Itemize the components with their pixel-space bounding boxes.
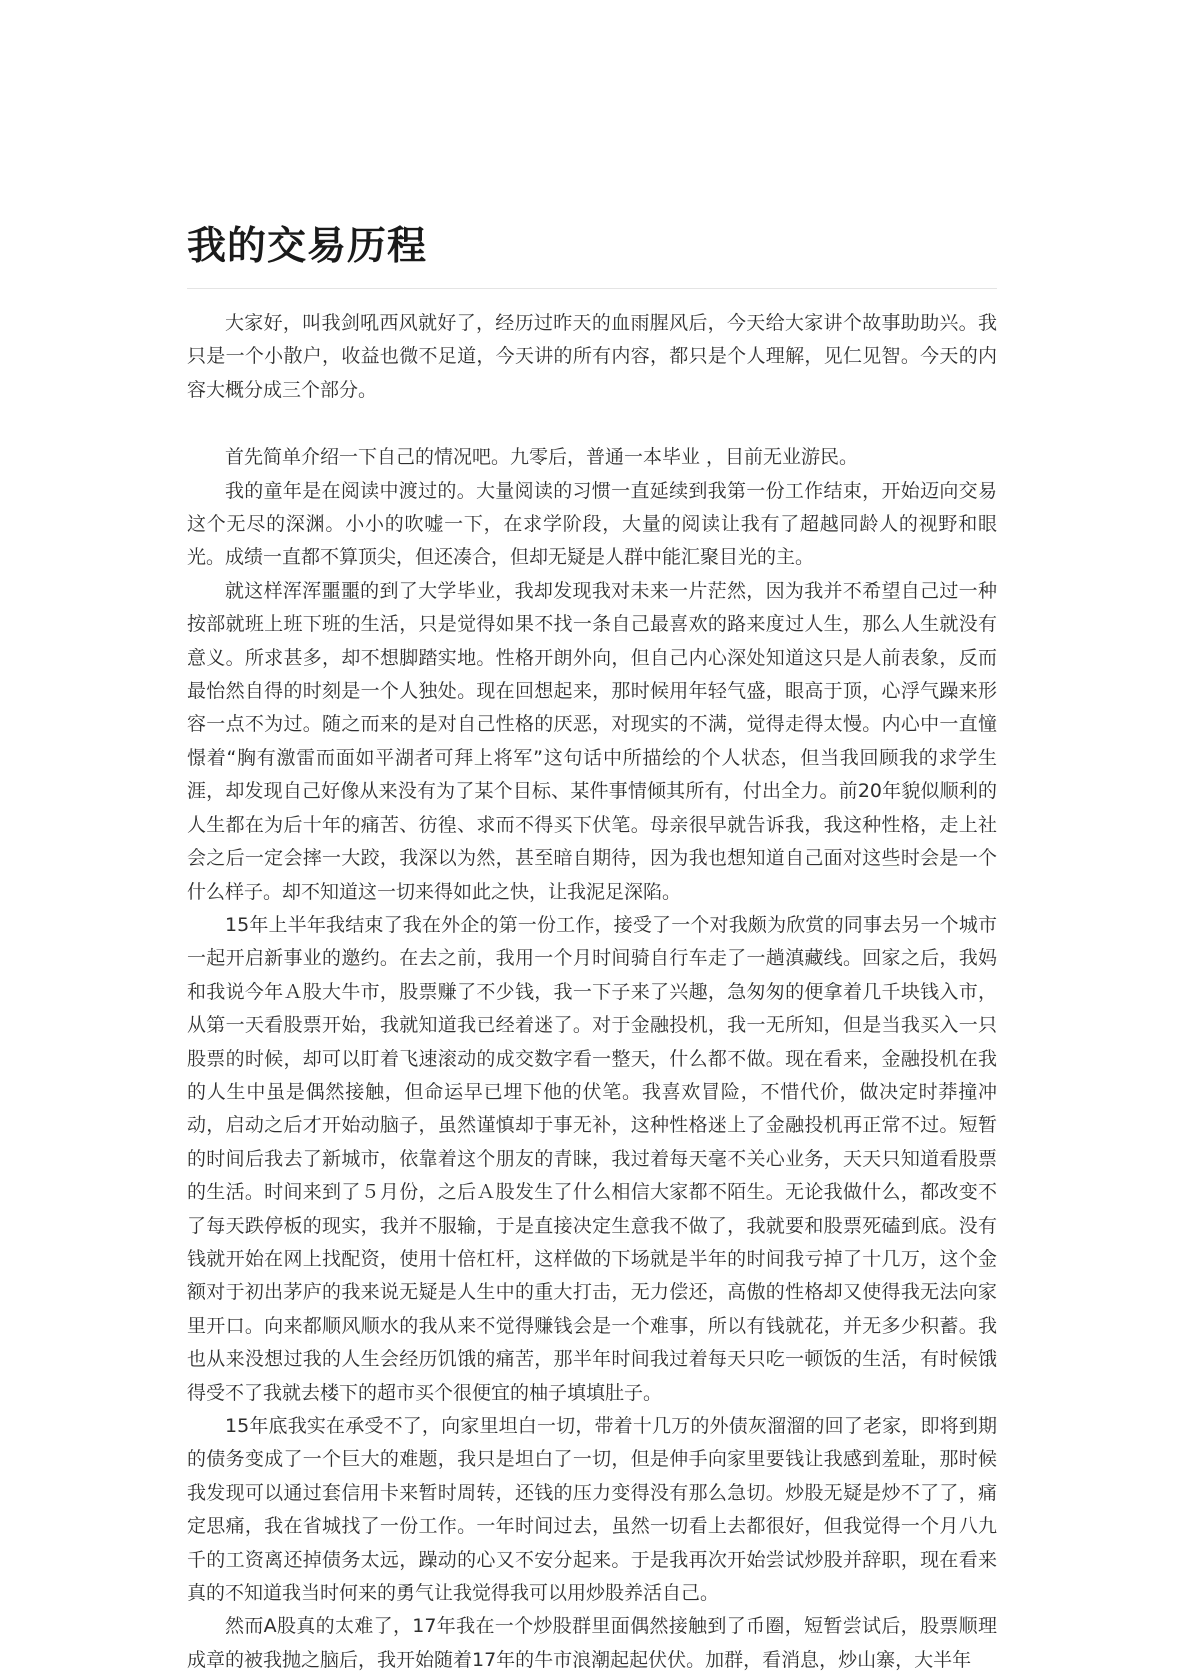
paragraph-intro: 大家好，叫我剑吼西风就好了，经历过昨天的血雨腥风后，今天给大家讲个故事助助兴。我只是一个小散户，收益也微不足道，今天讲的所有内容，都只是个人理解，见仁见智。今天的内容大概分成三个部分。 — [187, 312, 997, 401]
article — [187, 220, 997, 1677]
paragraph: 然而A股真的太难了，17年我在一个炒股群里面偶然接触到了币圈，短暂尝试后，股票顺理成章的被我抛之脑后，我开始随着17年的牛市浪潮起起伏伏。加群，看消息，炒山寨，大半年 — [187, 1615, 997, 1671]
paragraph: 就这样浑浑噩噩的到了大学毕业，我却发现我对未来一片茫然，因为我并不希望自己过一种按部就班上班下班的生活，只是觉得如果不找一条自己最喜欢的路来度过人生，那么人生就没有意义。所求甚多，却不想脚踏实地。性格开朗外向，但自己内心深处知道这只是人前表象，反而最怡然自得的时刻是一个人独处。现在回想起来，那时候用年轻气盛，眼高于顶，心浮气躁来形容一点不为过。随之而来的是对自己性格的厌恶，对现实的不满，觉得走得太慢。内心中一直憧憬着“胸有激雷而面如平湖者可拜上将军”这句话中所描绘的个人状态，但当我回顾我的求学生涯，却发现自己好像从来没有为了某个目标、某件事情倾其所有，付出全力。前20年貌似顺利的人生都在为后十年的痛苦、彷徨、求而不得买下伏笔。母亲很早就告诉我，我这种性格，走上社会之后一定会摔一大跤，我深以为然，甚至暗自期待，因为我也想知道自己面对这些时会是一个什么样子。却不知道这一切来得如此之快，让我泥足深陷。 — [187, 579, 997, 903]
paragraph: 15年底我实在承受不了，向家里坦白一切，带着十几万的外债灰溜溜的回了老家，即将到期的债务变成了一个巨大的难题，我只是坦白了一切，但是伸手向家里要钱让我感到羞耻，那时候我发现可以通过套信用卡来暂时周转，还钱的压力变得没有那么急切。炒股无疑是炒不了了，痛定思痛，我在省城找了一份工作。一年时间过去，虽然一切看上去都很好，但我觉得一个月八九千的工资离还掉债务太远，躁动的心又不安分起来。于是我再次开始尝试炒股并辞职，现在看来真的不知道我当时何来的勇气让我觉得我可以用炒股养活自己。 — [187, 1415, 997, 1605]
paragraph: 首先简单介绍一下自己的情况吧。九零后，普通一本毕业 ，目前无业游民。 — [225, 446, 859, 469]
paragraph: 15年上半年我结束了我在外企的第一份工作，接受了一个对我颇为欣赏的同事去另一个城市一起开启新事业的邀约。在去之前，我用一个月时间骑自行车走了一趟滇藏线。回家之后，我妈和我说今年Ａ股大牛市，股票赚了不少钱，我一下子来了兴趣，急匆匆的便拿着几千块钱入市，从第一天看股票开始，我就知道我已经着迷了。对于金融投机，我一无所知，但是当我买入一只股票的时候，却可以盯着飞速滚动的成交数字看一整天，什么都不做。现在看来，金融投机在我的人生中虽是偶然接触，但命运早已埋下他的伏笔。我喜欢冒险，不惜代价，做决定时莽撞冲动，启动之后才开始动脑子，虽然谨慎却于事无补，这种性格迷上了金融投机再正常不过。短暂的时间后我去了新城市，依靠着这个朋友的青睐，我过着每天毫不关心业务，天天只知道看股票的生活。时间来到了５月份，之后Ａ股发生了什么相信大家都不陌生。无论我做什么，都改变不了每天跌停板的现实，我并不服输，于是直接决定生意我不做了，我就要和股票死磕到底。没有钱就开始在网上找配资，使用十倍杠杆，这样做的下场就是半年的时间我亏掉了十几万，这个金额对于初出茅庐的我来说无疑是人生中的重大打击，无力偿还，高傲的性格却又使得我无法向家里开口。向来都顺风顺水的我从来不觉得赚钱会是一个难事，所以有钱就花，并无多少积蓄。我也从来没想过我的人生会经历饥饿的痛苦，那半年时间我过着每天只吃一顿饭的生活，有时候饿得受不了我就去楼下的超市买个很便宜的柚子填填肚子。 — [187, 913, 997, 1404]
title-divider — [187, 288, 997, 289]
paragraph: 我的童年是在阅读中渡过的。大量阅读的习惯一直延续到我第一份工作结束，开始迈向交易这个无尽的深渊。小小的吹嘘一下，在求学阶段，大量的阅读让我有了超越同龄人的视野和眼光。成绩一直都不算顶尖，但还凑合，但却无疑是人群中能汇聚目光的主。 — [187, 479, 997, 569]
article-title: 我的交易历程 — [187, 224, 428, 269]
paragraph-gap — [187, 407, 997, 441]
